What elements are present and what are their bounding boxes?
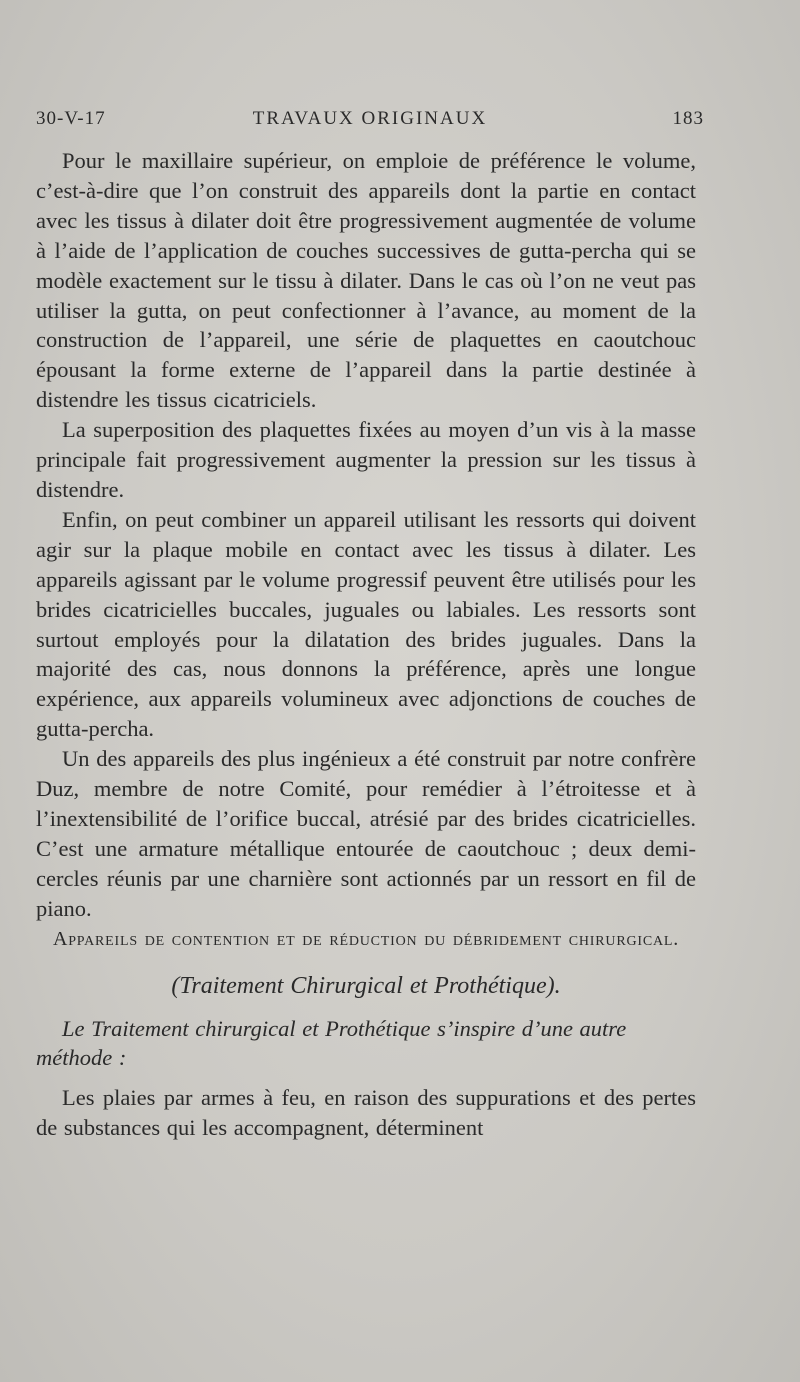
- section-title: Appareils de contention et de réduction du débridement chirurgical.: [52, 927, 680, 950]
- section-subtitle: (Traitement Chirurgical et Prothétique).: [171, 972, 561, 999]
- italic-paragraph: Le Traitement chirurgical et Prothétique s’inspire d’une autre méthode :: [36, 1015, 627, 1071]
- running-header: [36, 108, 704, 136]
- paragraph-4: Un des appareils des plus ingénieux a été construit par notre confrère Duz, membre de notre Comité, pour remédier à l’étroitesse et à l’inextensibilité de l’orifice buccal, atrésié par des brides cicatricielles. C’est une armature métallique entourée de caoutchouc ; deux demi-cercles réunis par une charnière sont actionnés par un ressort en fil de piano.: [36, 746, 696, 921]
- header-title: TRAVAUX ORIGINAUX: [252, 108, 488, 129]
- paragraph-1: Pour le maxillaire supérieur, on emploie de préférence le volume, c’est-à-dire que l’on construit des appareils dont la partie en contact avec les tissus à dilater doit être progressivement augmentée de volume à l’aide de l’application de couches successives de gutta-percha qui se modèle exactement sur le tissu à dilater. Dans le cas où l’on ne veut pas utiliser la gutta, on peut confectionner à l’avance, au moment de la construction de l’appareil, une série de plaquettes en caoutchouc épousant la forme externe de l’appareil dans la partie destinée à distendre les tissus cicatriciels.: [36, 148, 696, 413]
- header-date: 30-V-17: [36, 108, 106, 129]
- paragraph-last: Les plaies par armes à feu, en raison des suppurations et des pertes de substances qui les accompagnent, déterminent: [36, 1085, 696, 1141]
- page-body: [36, 146, 696, 1143]
- paragraph-2: La superposition des plaquettes fixées au moyen d’un vis à la masse principale fait progressivement augmenter la pression sur les tissus à distendre.: [36, 417, 696, 502]
- page-number: 183: [672, 108, 704, 129]
- paragraph-3: Enfin, on peut combiner un appareil utilisant les ressorts qui doivent agir sur la plaque mobile en contact avec les tissus à dilater. Les appareils agissant par le volume progressif peuvent être utilisés pour les brides cicatricielles buccales, juguales ou labiales. Les ressorts sont surtout employés pour la dilatation des brides juguales. Dans la majorité des cas, nous donnons la préférence, après une longue expérience, aux appareils volumineux avec adjonctions de couches de gutta-percha.: [36, 506, 696, 742]
